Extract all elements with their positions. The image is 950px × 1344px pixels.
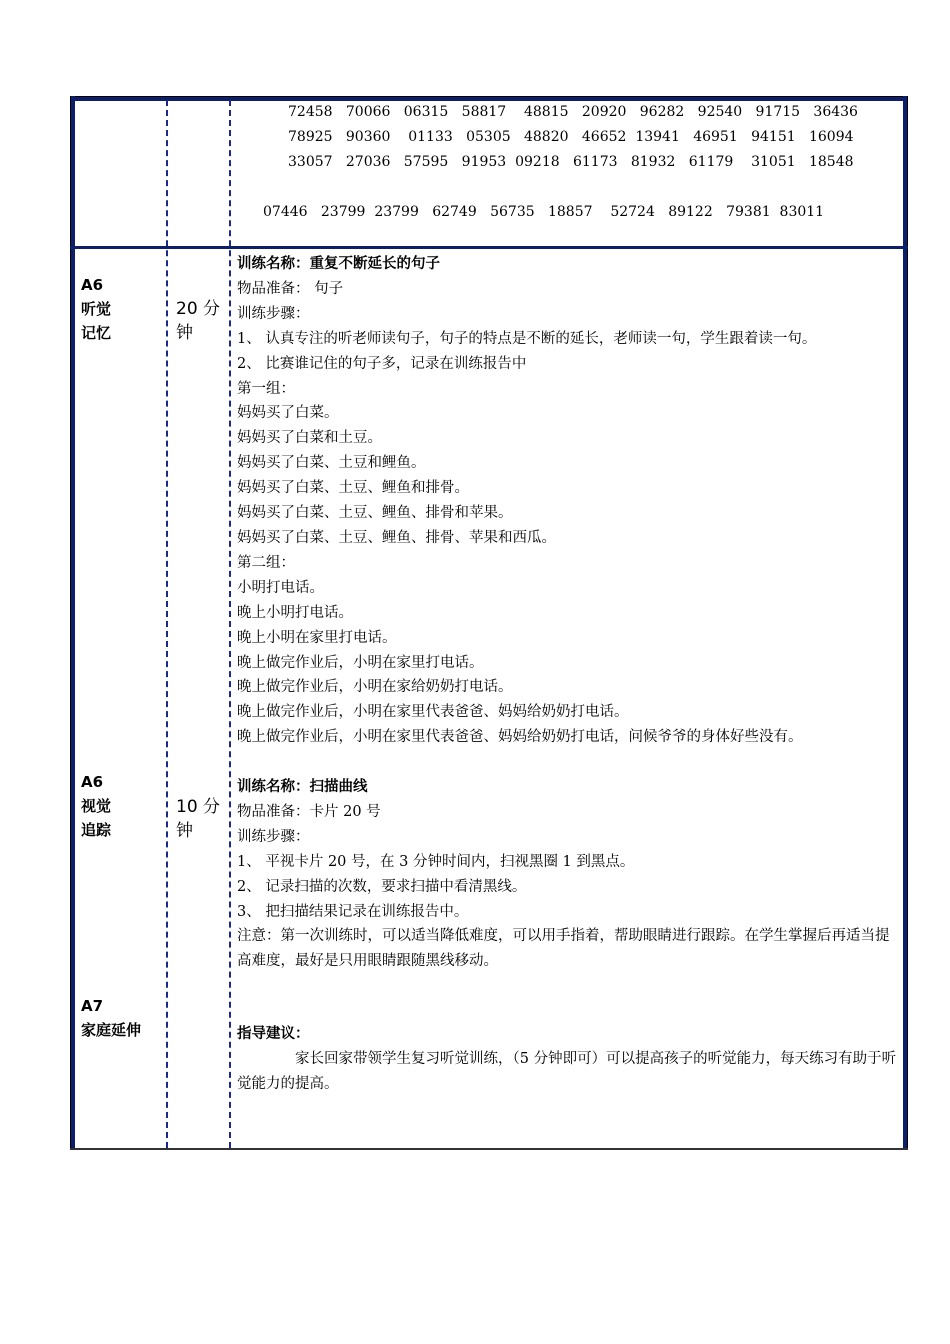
sentence: 妈妈买了白菜、土豆、鲤鱼、排骨和苹果。 bbox=[237, 505, 513, 522]
materials: 物品准备：卡片 20 号 bbox=[237, 803, 381, 820]
visual-tracking-content bbox=[237, 775, 899, 974]
group-label: 第一组： bbox=[237, 380, 295, 397]
sentence: 妈妈买了白菜。 bbox=[237, 405, 339, 422]
row-name: 追踪 bbox=[81, 821, 112, 839]
row-code: A7 bbox=[81, 997, 104, 1015]
column-divider-2 bbox=[229, 100, 231, 1148]
step-item: 1、 平视卡片 20 号，在 3 分钟时间内，扫视黑圈 1 到黑点。 bbox=[237, 853, 635, 870]
row-code: A6 bbox=[81, 276, 104, 294]
number-row: 33057 27036 57595 91953 09218 61173 81932 61179 31051 18548 bbox=[288, 154, 854, 170]
sentence: 晚上做完作业后，小明在家给奶奶打电话。 bbox=[237, 679, 513, 696]
sentence: 晚上做完作业后，小明在家里代表爸爸、妈妈给奶奶打电话，问候爷爷的身体好些没有。 bbox=[237, 729, 803, 746]
guidance-text: 家长回家带领学生复习听觉训练，（5 分钟即可）可以提高孩子的听觉能力，每天练习有助于听觉能力的提高。 bbox=[237, 1050, 897, 1092]
sentence: 晚上小明打电话。 bbox=[237, 604, 353, 621]
table-left-border bbox=[70, 96, 75, 1150]
step-item: 2、 比赛谁记住的句子多，记录在训练报告中 bbox=[237, 355, 527, 372]
row-name: 视觉 bbox=[81, 797, 112, 815]
guidance-title: 指导建议： bbox=[237, 1025, 310, 1042]
training-title: 训练名称：扫描曲线 bbox=[237, 778, 368, 795]
sentence: 晚上小明在家里打电话。 bbox=[237, 629, 397, 646]
row-duration: 钟 bbox=[176, 821, 193, 841]
steps-label: 训练步骤： bbox=[237, 305, 310, 322]
row-code: A6 bbox=[81, 773, 104, 791]
sentence: 妈妈买了白菜、土豆、鲤鱼和排骨。 bbox=[237, 480, 469, 497]
number-row: 07446 23799 23799 62749 56735 18857 52724 89122 79381 83011 bbox=[263, 204, 825, 220]
sentence: 妈妈买了白菜、土豆、鲤鱼、排骨、苹果和西瓜。 bbox=[237, 529, 556, 546]
row-name: 记忆 bbox=[81, 324, 112, 342]
group-label: 第二组： bbox=[237, 554, 295, 571]
step-item: 3、 把扫描结果记录在训练报告中。 bbox=[237, 903, 469, 920]
training-table bbox=[70, 96, 908, 1150]
row-duration: 钟 bbox=[176, 323, 193, 343]
training-title: 训练名称：重复不断延长的句子 bbox=[237, 255, 440, 272]
row-name: 听觉 bbox=[81, 300, 112, 318]
sentence: 晚上做完作业后，小明在家里代表爸爸、妈妈给奶奶打电话。 bbox=[237, 704, 629, 721]
steps-label: 训练步骤： bbox=[237, 828, 310, 845]
number-row: 72458 70066 06315 58817 48815 20920 96282 92540 91715 36436 bbox=[288, 104, 858, 120]
materials: 物品准备： 句子 bbox=[237, 280, 344, 297]
sentence: 小明打电话。 bbox=[237, 579, 324, 596]
step-item: 2、 记录扫描的次数，要求扫描中看清黑线。 bbox=[237, 878, 527, 895]
column-divider-1 bbox=[166, 100, 168, 1148]
table-bottom-border bbox=[70, 1148, 908, 1150]
row-divider bbox=[70, 246, 908, 249]
sentence: 妈妈买了白菜和土豆。 bbox=[237, 430, 382, 447]
table-right-border bbox=[903, 96, 908, 1150]
sentence: 妈妈买了白菜、土豆和鲤鱼。 bbox=[237, 455, 426, 472]
row-duration: 10 分 bbox=[176, 797, 221, 817]
step-item: 1、 认真专注的听老师读句子，句子的特点是不断的延长，老师读一句，学生跟着读一句。 bbox=[237, 330, 817, 347]
row-duration: 20 分 bbox=[176, 299, 221, 319]
row-name: 家庭延伸 bbox=[81, 1021, 142, 1039]
auditory-memory-content bbox=[237, 252, 899, 750]
home-extension-content bbox=[237, 1022, 899, 1097]
number-row: 78925 90360 01133 05305 48820 46652 13941 46951 94151 16094 bbox=[288, 129, 854, 145]
note: 注意：第一次训练时，可以适当降低难度，可以用手指着，帮助眼睛进行跟踪。在学生掌握后再适当提高难度，最好是只用眼睛跟随黑线移动。 bbox=[237, 928, 890, 970]
sentence: 晚上做完作业后，小明在家里打电话。 bbox=[237, 654, 484, 671]
